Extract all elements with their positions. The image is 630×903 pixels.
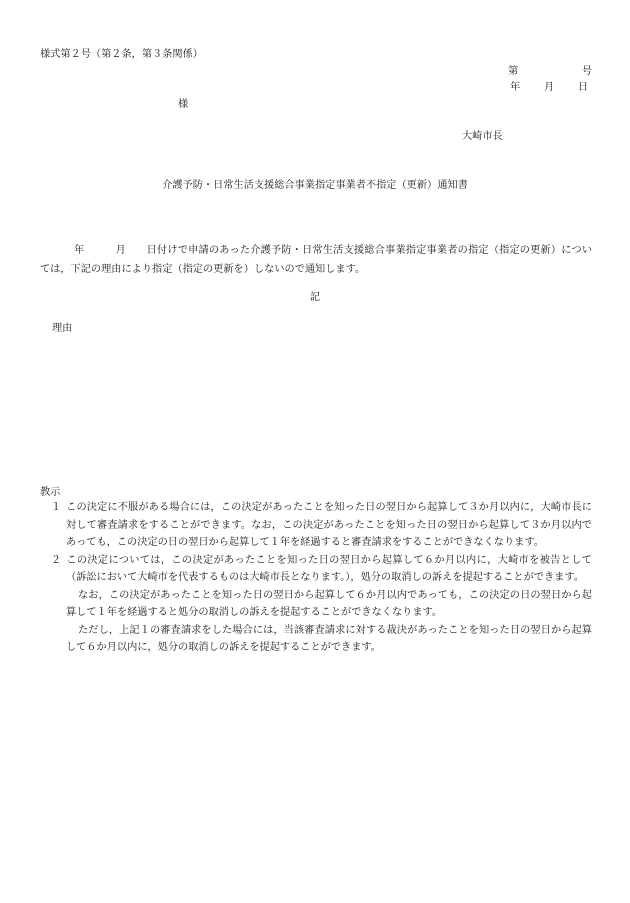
instruction-list — [40, 499, 592, 657]
body-rest: 日付けで申請のあった介護予防・日常生活支援総合事業指定事業者の指定（指定の更新）については，下記の理由により指定（指定の更新を）しないので通知します。 — [40, 245, 593, 275]
instruction-text: この決定に不服がある場合には，この決定があったことを知った日の翌日から起算して３か月以内に，大崎市長に対して審査請求をすることができます。なお，この決定があったことを知った日の翌日から起算して３か月以内であっても，この決定の日の翌日から起算して１年を経過すると審査請求をすることができなくなります。 — [66, 502, 592, 548]
body-year: 年 — [74, 245, 85, 256]
document-number-suffix: 号 — [581, 66, 592, 77]
document-title: 介護予防・日常生活支援総合事業指定事業者不指定（更新）通知書 — [162, 180, 468, 191]
document-date — [510, 82, 588, 96]
instruction-number: １ — [51, 502, 62, 513]
instruction-sub-paragraph: ただし，上記１の審査請求をした場合には，当該審査請求に対する裁決があったことを知った日の翌日から起算して６か月以内に，処分の取消しの訴えを提起することができます。 — [66, 624, 592, 653]
document-number-prefix: 第 — [508, 66, 519, 77]
date-day-label: 日 — [577, 82, 588, 93]
instruction-number: ２ — [51, 554, 62, 566]
instruction-item — [40, 499, 592, 552]
date-year-label: 年 — [510, 82, 521, 93]
date-month-label: 月 — [544, 82, 555, 93]
reason-label: 理由 — [52, 323, 73, 334]
ki-heading: 記 — [309, 292, 321, 303]
notice-body — [40, 241, 592, 279]
body-month: 月 — [115, 245, 126, 256]
form-number-label: 様式第２号（第２条，第３条関係） — [40, 49, 203, 60]
issuer-name: 大崎市長 — [462, 131, 503, 142]
instruction-sub-paragraph: なお，この決定があったことを知った日の翌日から起算して６か月以内であっても，この決定の日の翌日から起算して１年を経過すると処分の取消しの訴えを提起することができなくなります。 — [66, 589, 592, 618]
instruction-label: 教示 — [40, 487, 61, 498]
instruction-text: この決定については，この決定があったことを知った日の翌日から起算して６か月以内に，大崎市を被告として（訴訟において大崎市を代表するものは大崎市長となります。），処分の取消しの訴えを提起することができます。 — [66, 554, 592, 583]
addressee-honorific: 様 — [178, 99, 189, 110]
instruction-item — [40, 552, 592, 587]
